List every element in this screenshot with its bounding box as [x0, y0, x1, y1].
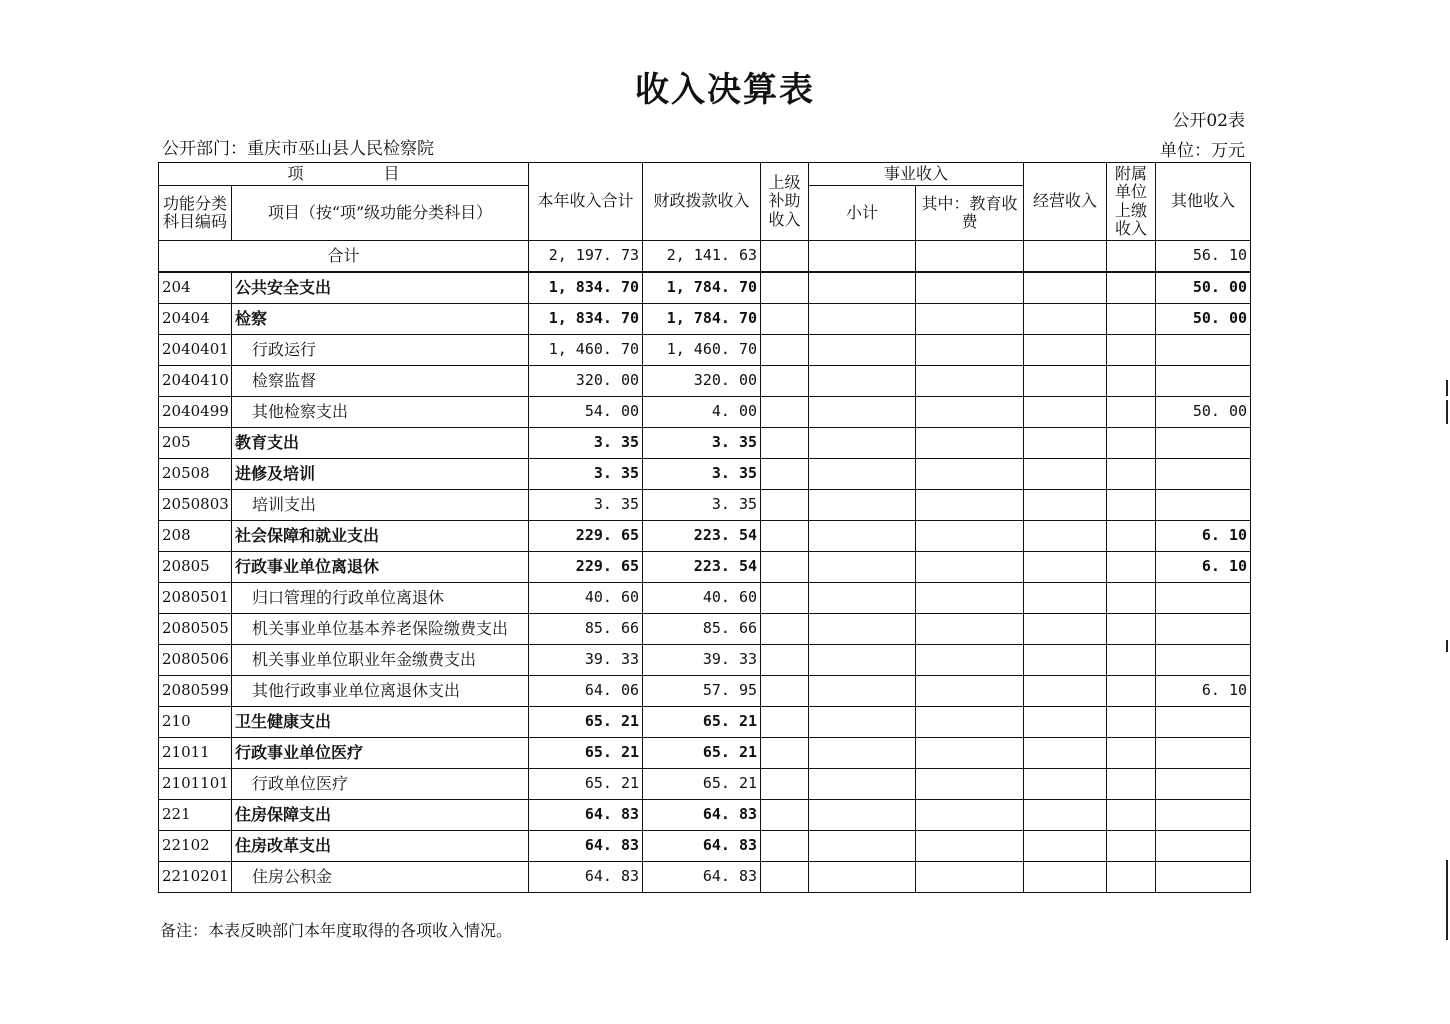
- cell-subtotal: [809, 490, 916, 521]
- cell-superior: [761, 241, 809, 273]
- table-row: [159, 428, 1251, 459]
- cell-subtotal: [809, 552, 916, 583]
- cell-superior: [761, 583, 809, 614]
- cell-superior: [761, 862, 809, 893]
- cell-edu: [916, 521, 1024, 552]
- cell-operating: [1024, 272, 1107, 304]
- cell-total: 65. 21: [529, 769, 643, 800]
- cell-operating: [1024, 583, 1107, 614]
- cell-affiliated: [1107, 583, 1156, 614]
- table-row: [159, 800, 1251, 831]
- cell-other: 56. 10: [1156, 241, 1251, 273]
- cell-affiliated: [1107, 241, 1156, 273]
- cell-affiliated: [1107, 769, 1156, 800]
- unit-label: 单位：万元: [1160, 141, 1245, 161]
- table-row: [159, 552, 1251, 583]
- cell-superior: [761, 397, 809, 428]
- table-row: [159, 335, 1251, 366]
- cell-code: 22102: [159, 831, 232, 862]
- cell-edu: [916, 707, 1024, 738]
- cell-superior: [761, 800, 809, 831]
- cell-operating: [1024, 304, 1107, 335]
- cell-name: 行政事业单位离退休: [232, 552, 529, 583]
- cell-subtotal: [809, 366, 916, 397]
- cell-other: [1156, 645, 1251, 676]
- table-row: [159, 614, 1251, 645]
- cell-edu: [916, 831, 1024, 862]
- cell-fiscal: 3. 35: [643, 459, 761, 490]
- cell-fiscal: 223. 54: [643, 521, 761, 552]
- cell-other: [1156, 800, 1251, 831]
- cell-code: 2050803: [159, 490, 232, 521]
- scan-edge-mark: [1446, 380, 1448, 396]
- cell-fiscal: 4. 00: [643, 397, 761, 428]
- cell-subtotal: [809, 583, 916, 614]
- cell-superior: [761, 552, 809, 583]
- cell-affiliated: [1107, 428, 1156, 459]
- cell-other: [1156, 335, 1251, 366]
- cell-code: 20404: [159, 304, 232, 335]
- cell-name: 行政单位医疗: [232, 769, 529, 800]
- cell-other: 50. 00: [1156, 304, 1251, 335]
- cell-superior: [761, 366, 809, 397]
- cell-name: 机关事业单位基本养老保险缴费支出: [232, 614, 529, 645]
- cell-edu: [916, 614, 1024, 645]
- cell-total: 1, 834. 70: [529, 304, 643, 335]
- cell-affiliated: [1107, 490, 1156, 521]
- cell-affiliated: [1107, 272, 1156, 304]
- cell-edu: [916, 241, 1024, 273]
- cell-name: 教育支出: [232, 428, 529, 459]
- table-row: [159, 490, 1251, 521]
- cell-fiscal: 223. 54: [643, 552, 761, 583]
- cell-edu: [916, 552, 1024, 583]
- cell-superior: [761, 707, 809, 738]
- cell-operating: [1024, 800, 1107, 831]
- cell-affiliated: [1107, 552, 1156, 583]
- cell-affiliated: [1107, 366, 1156, 397]
- scan-edge-mark: [1446, 400, 1448, 424]
- cell-affiliated: [1107, 831, 1156, 862]
- cell-subtotal: [809, 397, 916, 428]
- header-subtotal: 小计: [809, 186, 916, 241]
- table-row: [159, 304, 1251, 335]
- cell-affiliated: [1107, 862, 1156, 893]
- header-fiscal: 财政拨款收入: [643, 163, 761, 241]
- cell-operating: [1024, 428, 1107, 459]
- table-row: [159, 738, 1251, 769]
- cell-code: 2040410: [159, 366, 232, 397]
- cell-other: [1156, 707, 1251, 738]
- cell-affiliated: [1107, 800, 1156, 831]
- cell-affiliated: [1107, 645, 1156, 676]
- cell-other: [1156, 490, 1251, 521]
- cell-subtotal: [809, 800, 916, 831]
- cell-subtotal: [809, 707, 916, 738]
- cell-edu: [916, 272, 1024, 304]
- cell-total: 65. 21: [529, 707, 643, 738]
- table-row: [159, 583, 1251, 614]
- cell-name: 合计: [159, 241, 529, 273]
- cell-other: [1156, 459, 1251, 490]
- cell-total: 39. 33: [529, 645, 643, 676]
- cell-operating: [1024, 831, 1107, 862]
- cell-name: 卫生健康支出: [232, 707, 529, 738]
- cell-operating: [1024, 552, 1107, 583]
- cell-affiliated: [1107, 459, 1156, 490]
- cell-fiscal: 65. 21: [643, 738, 761, 769]
- cell-name: 其他检察支出: [232, 397, 529, 428]
- cell-code: 20508: [159, 459, 232, 490]
- cell-edu: [916, 304, 1024, 335]
- cell-superior: [761, 521, 809, 552]
- cell-fiscal: 1, 784. 70: [643, 272, 761, 304]
- cell-subtotal: [809, 241, 916, 273]
- cell-total: 3. 35: [529, 490, 643, 521]
- cell-code: 2080599: [159, 676, 232, 707]
- cell-total: 64. 06: [529, 676, 643, 707]
- cell-fiscal: 65. 21: [643, 769, 761, 800]
- cell-code: 2040499: [159, 397, 232, 428]
- cell-total: 2, 197. 73: [529, 241, 643, 273]
- table-body: [159, 241, 1251, 893]
- cell-total: 1, 834. 70: [529, 272, 643, 304]
- cell-other: 50. 00: [1156, 397, 1251, 428]
- cell-subtotal: [809, 272, 916, 304]
- cell-superior: [761, 459, 809, 490]
- cell-name: 培训支出: [232, 490, 529, 521]
- cell-fiscal: 2, 141. 63: [643, 241, 761, 273]
- table-row: [159, 521, 1251, 552]
- cell-other: [1156, 769, 1251, 800]
- cell-subtotal: [809, 521, 916, 552]
- cell-affiliated: [1107, 707, 1156, 738]
- header-item-group: 项 目: [159, 163, 529, 186]
- cell-subtotal: [809, 738, 916, 769]
- cell-superior: [761, 769, 809, 800]
- scan-edge-mark: [1446, 640, 1448, 652]
- cell-code: 21011: [159, 738, 232, 769]
- cell-operating: [1024, 614, 1107, 645]
- cell-other: [1156, 366, 1251, 397]
- cell-name: 公共安全支出: [232, 272, 529, 304]
- header-other: 其他收入: [1156, 163, 1251, 241]
- table-row: [159, 769, 1251, 800]
- cell-affiliated: [1107, 304, 1156, 335]
- cell-edu: [916, 366, 1024, 397]
- table-row: [159, 459, 1251, 490]
- cell-total: 64. 83: [529, 800, 643, 831]
- cell-total: 85. 66: [529, 614, 643, 645]
- cell-code: 2040401: [159, 335, 232, 366]
- cell-superior: [761, 428, 809, 459]
- cell-subtotal: [809, 304, 916, 335]
- cell-operating: [1024, 459, 1107, 490]
- cell-name: 检察监督: [232, 366, 529, 397]
- cell-total: 64. 83: [529, 862, 643, 893]
- cell-other: [1156, 428, 1251, 459]
- cell-fiscal: 39. 33: [643, 645, 761, 676]
- cell-operating: [1024, 862, 1107, 893]
- cell-name: 行政运行: [232, 335, 529, 366]
- cell-name: 其他行政事业单位离退休支出: [232, 676, 529, 707]
- cell-operating: [1024, 521, 1107, 552]
- footnote: 备注：本表反映部门本年度取得的各项收入情况。: [160, 921, 513, 940]
- cell-affiliated: [1107, 397, 1156, 428]
- cell-superior: [761, 614, 809, 645]
- cell-other: [1156, 614, 1251, 645]
- cell-code: 2101101: [159, 769, 232, 800]
- header-business: 事业收入: [809, 163, 1024, 186]
- table-row: [159, 272, 1251, 304]
- table-row: [159, 397, 1251, 428]
- cell-edu: [916, 459, 1024, 490]
- cell-edu: [916, 335, 1024, 366]
- cell-name: 进修及培训: [232, 459, 529, 490]
- cell-operating: [1024, 769, 1107, 800]
- table-row: [159, 241, 1251, 273]
- cell-edu: [916, 397, 1024, 428]
- cell-total: 65. 21: [529, 738, 643, 769]
- header-operating: 经营收入: [1024, 163, 1107, 241]
- department-label: 公开部门：重庆市巫山县人民检察院: [162, 139, 434, 159]
- cell-name: 检察: [232, 304, 529, 335]
- cell-edu: [916, 583, 1024, 614]
- cell-operating: [1024, 738, 1107, 769]
- header-edu: 其中：教育收费: [916, 186, 1024, 241]
- cell-other: [1156, 831, 1251, 862]
- cell-name: 住房保障支出: [232, 800, 529, 831]
- cell-other: 6. 10: [1156, 521, 1251, 552]
- cell-total: 54. 00: [529, 397, 643, 428]
- cell-total: 1, 460. 70: [529, 335, 643, 366]
- cell-superior: [761, 738, 809, 769]
- cell-total: 320. 00: [529, 366, 643, 397]
- cell-fiscal: 65. 21: [643, 707, 761, 738]
- cell-superior: [761, 645, 809, 676]
- cell-edu: [916, 645, 1024, 676]
- cell-operating: [1024, 645, 1107, 676]
- cell-fiscal: 3. 35: [643, 490, 761, 521]
- header-superior: 上级补助收入: [761, 163, 809, 241]
- cell-code: 204: [159, 272, 232, 304]
- table-row: [159, 645, 1251, 676]
- cell-subtotal: [809, 335, 916, 366]
- header-name: 项目（按“项”级功能分类科目）: [232, 186, 529, 241]
- cell-name: 机关事业单位职业年金缴费支出: [232, 645, 529, 676]
- cell-subtotal: [809, 645, 916, 676]
- cell-operating: [1024, 707, 1107, 738]
- cell-edu: [916, 862, 1024, 893]
- cell-code: 20805: [159, 552, 232, 583]
- cell-subtotal: [809, 831, 916, 862]
- cell-operating: [1024, 335, 1107, 366]
- cell-operating: [1024, 397, 1107, 428]
- cell-subtotal: [809, 459, 916, 490]
- cell-superior: [761, 304, 809, 335]
- header-code: 功能分类科目编码: [159, 186, 232, 241]
- cell-fiscal: 64. 83: [643, 831, 761, 862]
- cell-operating: [1024, 241, 1107, 273]
- cell-affiliated: [1107, 521, 1156, 552]
- cell-other: 6. 10: [1156, 552, 1251, 583]
- cell-name: 住房改革支出: [232, 831, 529, 862]
- cell-other: 6. 10: [1156, 676, 1251, 707]
- cell-fiscal: 64. 83: [643, 800, 761, 831]
- cell-affiliated: [1107, 614, 1156, 645]
- cell-total: 229. 65: [529, 521, 643, 552]
- cell-superior: [761, 272, 809, 304]
- cell-other: [1156, 738, 1251, 769]
- cell-edu: [916, 800, 1024, 831]
- form-number: 公开02表: [1172, 111, 1245, 131]
- table-row: [159, 707, 1251, 738]
- cell-code: 2080505: [159, 614, 232, 645]
- cell-edu: [916, 428, 1024, 459]
- cell-operating: [1024, 490, 1107, 521]
- cell-fiscal: 85. 66: [643, 614, 761, 645]
- header-affiliated: 附属单位上缴收入: [1107, 163, 1156, 241]
- cell-name: 社会保障和就业支出: [232, 521, 529, 552]
- cell-fiscal: 64. 83: [643, 862, 761, 893]
- cell-total: 64. 83: [529, 831, 643, 862]
- cell-affiliated: [1107, 676, 1156, 707]
- cell-affiliated: [1107, 738, 1156, 769]
- cell-subtotal: [809, 676, 916, 707]
- header-total: 本年收入合计: [529, 163, 643, 241]
- cell-total: 3. 35: [529, 459, 643, 490]
- cell-code: 2210201: [159, 862, 232, 893]
- cell-edu: [916, 676, 1024, 707]
- cell-subtotal: [809, 769, 916, 800]
- cell-name: 住房公积金: [232, 862, 529, 893]
- cell-subtotal: [809, 428, 916, 459]
- cell-name: 行政事业单位医疗: [232, 738, 529, 769]
- cell-name: 归口管理的行政单位离退休: [232, 583, 529, 614]
- table-row: [159, 676, 1251, 707]
- page-title: 收入决算表: [635, 70, 815, 110]
- cell-other: [1156, 583, 1251, 614]
- income-table: [158, 162, 1251, 893]
- cell-superior: [761, 676, 809, 707]
- cell-edu: [916, 738, 1024, 769]
- cell-fiscal: 3. 35: [643, 428, 761, 459]
- cell-total: 40. 60: [529, 583, 643, 614]
- cell-fiscal: 57. 95: [643, 676, 761, 707]
- cell-edu: [916, 490, 1024, 521]
- scan-edge-mark: [1446, 860, 1448, 940]
- cell-operating: [1024, 676, 1107, 707]
- cell-superior: [761, 490, 809, 521]
- cell-subtotal: [809, 862, 916, 893]
- cell-code: 205: [159, 428, 232, 459]
- cell-fiscal: 40. 60: [643, 583, 761, 614]
- cell-code: 2080501: [159, 583, 232, 614]
- cell-superior: [761, 831, 809, 862]
- cell-code: 221: [159, 800, 232, 831]
- cell-code: 2080506: [159, 645, 232, 676]
- cell-affiliated: [1107, 335, 1156, 366]
- cell-fiscal: 1, 784. 70: [643, 304, 761, 335]
- cell-code: 208: [159, 521, 232, 552]
- cell-other: [1156, 862, 1251, 893]
- cell-other: 50. 00: [1156, 272, 1251, 304]
- cell-total: 3. 35: [529, 428, 643, 459]
- cell-fiscal: 1, 460. 70: [643, 335, 761, 366]
- cell-total: 229. 65: [529, 552, 643, 583]
- cell-fiscal: 320. 00: [643, 366, 761, 397]
- cell-subtotal: [809, 614, 916, 645]
- cell-superior: [761, 335, 809, 366]
- cell-operating: [1024, 366, 1107, 397]
- cell-code: 210: [159, 707, 232, 738]
- table-row: [159, 366, 1251, 397]
- cell-edu: [916, 769, 1024, 800]
- table-row: [159, 862, 1251, 893]
- table-row: [159, 831, 1251, 862]
